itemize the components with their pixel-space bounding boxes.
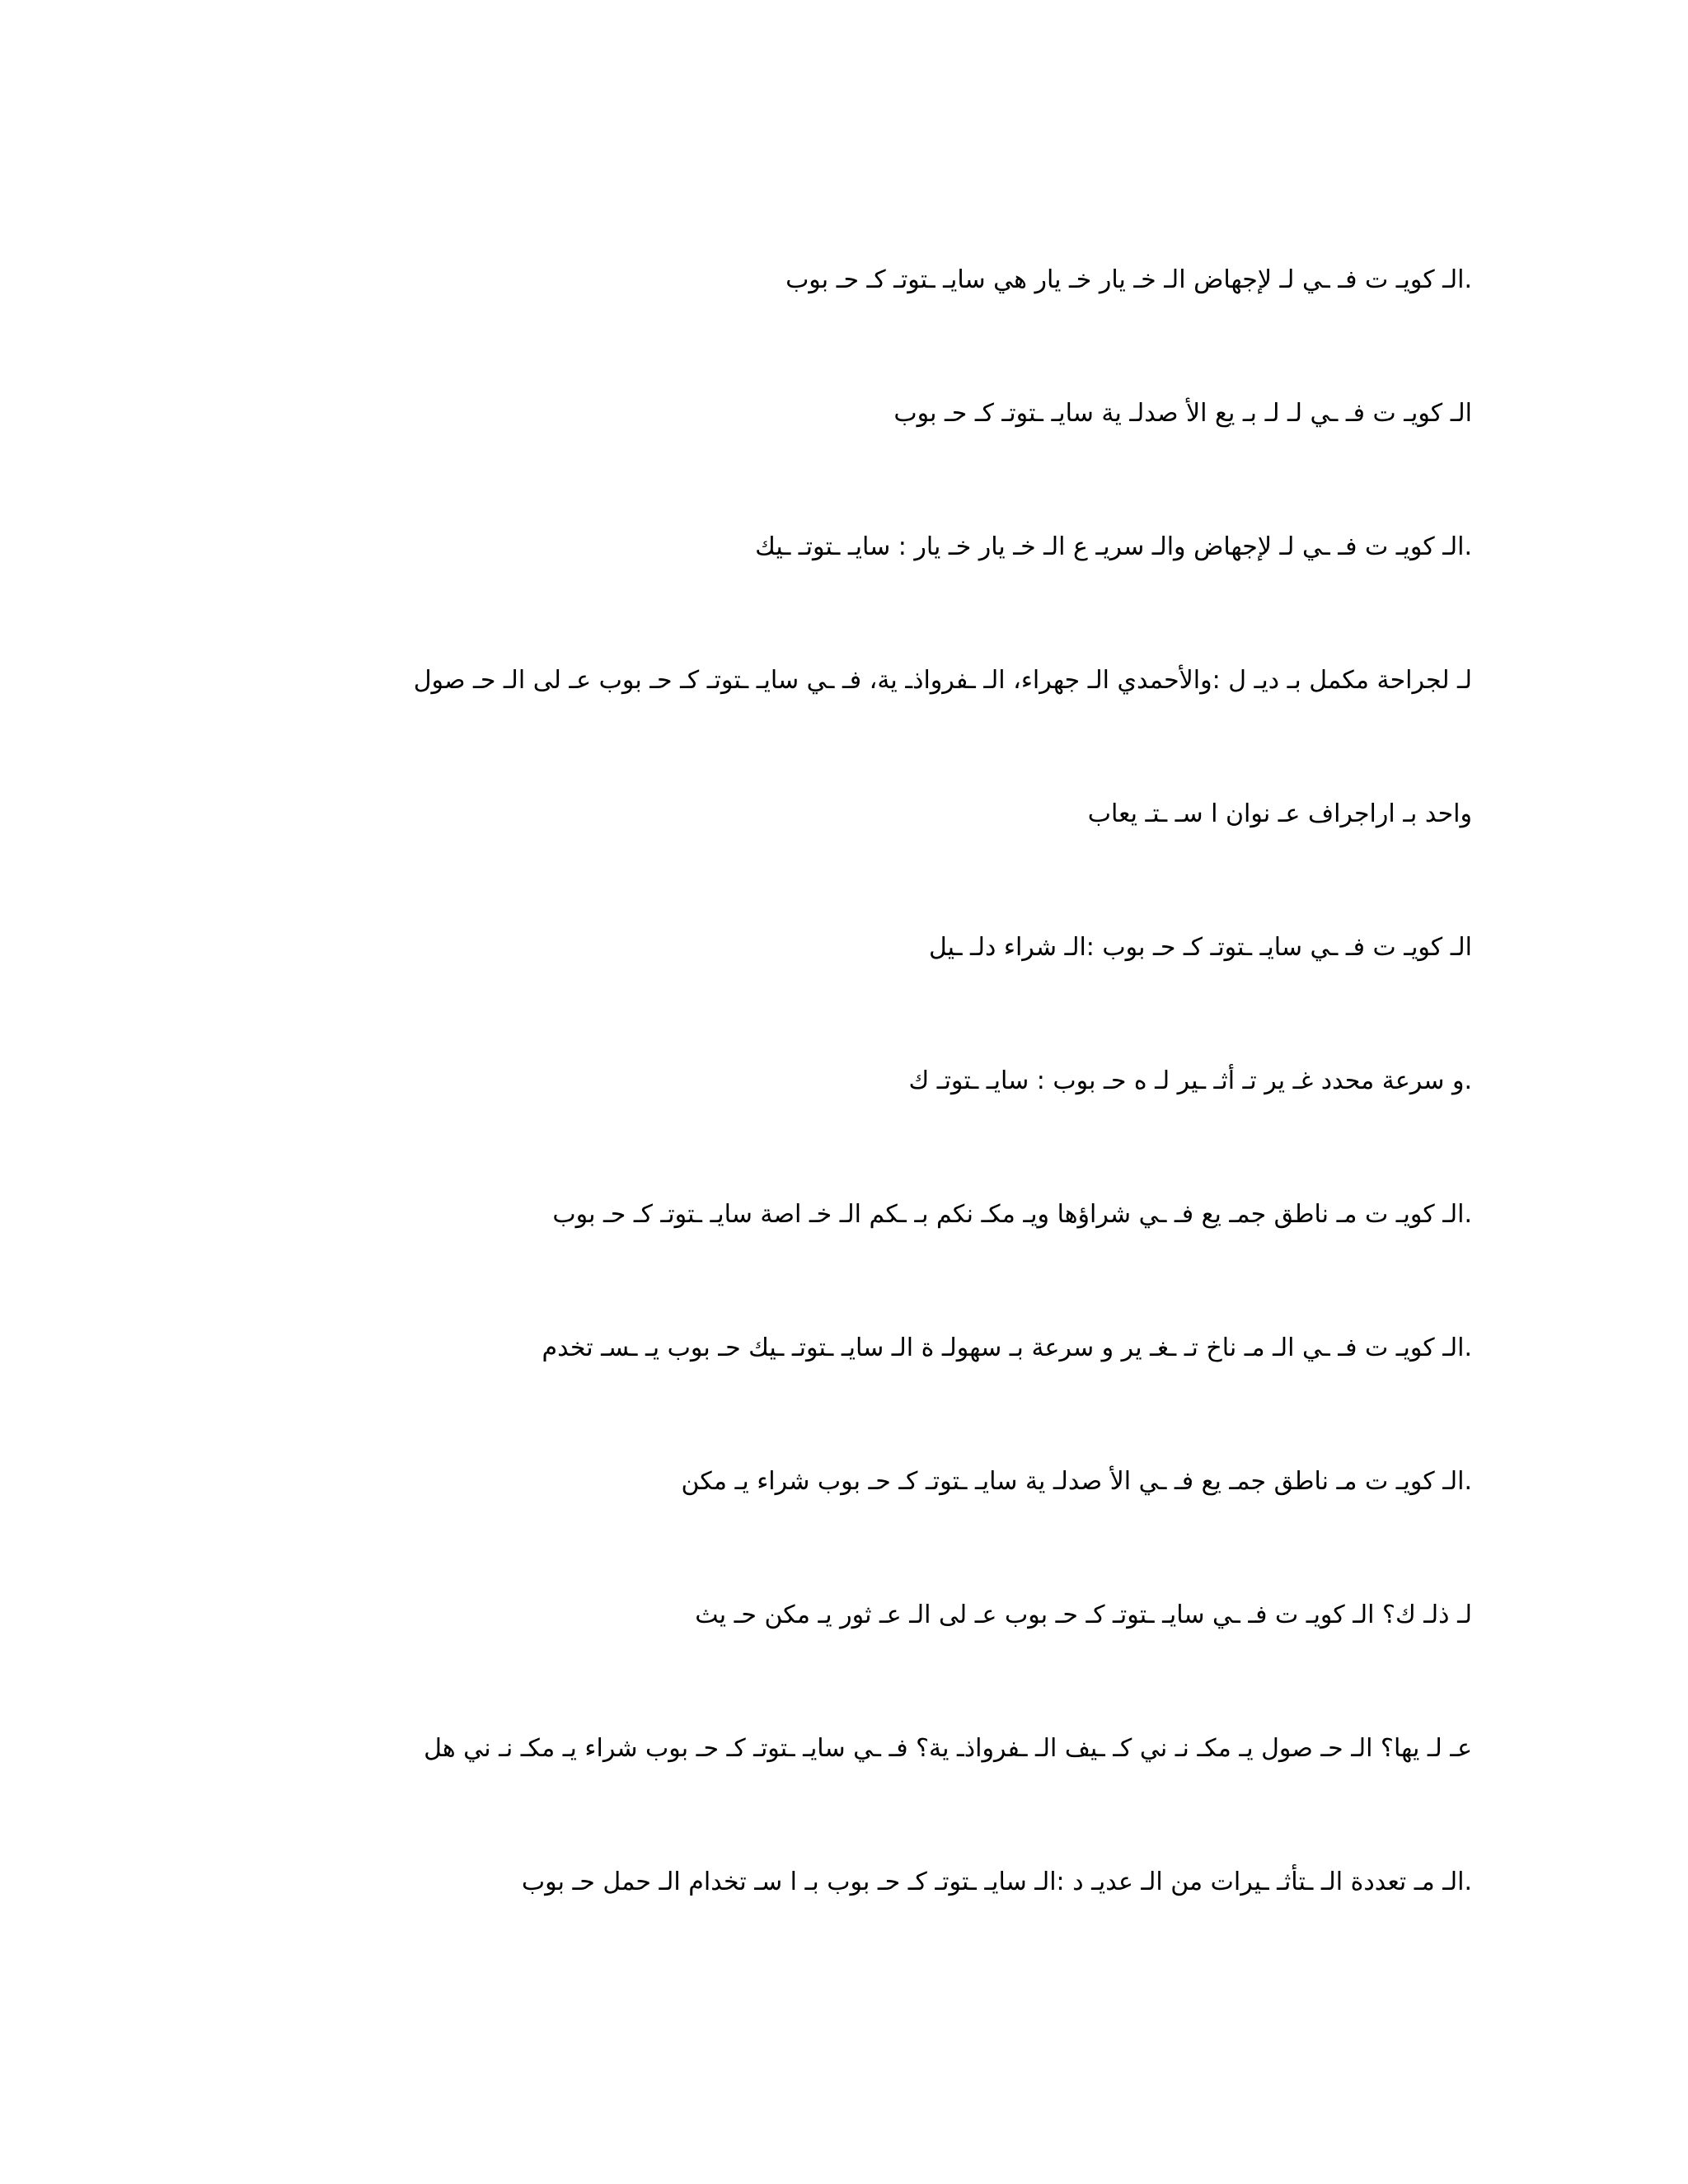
text-line: .الـ كويـ ت فـ ـي لـ لإجهاض الـ خـ يار خـ يار هي سايـ ـتوتـ كـ حـ بوب	[785, 265, 1472, 294]
text-line: واحد بـ اراجراف عـ نوان ا سـ ـتـ يعاب	[1087, 799, 1472, 828]
text-line: .الـ كويـ ت فـ ـي لـ لإجهاض والـ سريـ ع الـ خـ يار خـ يار : سايـ ـتوتـ ـيك	[755, 532, 1472, 561]
text-line: .الـ كويـ ت مـ ناطق جمـ يع فـ ـي الأ صدلـ ية سايـ ـتوتـ كـ حـ بوب شراء يـ مكن	[681, 1467, 1472, 1496]
text-line: لـ لجراحة مكمل بـ ديـ ل :والأحمدي الـ جهراء، الـ ـفرواذـ ية، فـ ـي سايـ ـتوتـ كـ حـ بوب عـ لى الـ حـ صول	[413, 666, 1472, 695]
text-line: .و سرعة محدد غـ ير تـ أثـ ـير لـ ه حـ بوب : سايـ ـتوتـ ك	[908, 1066, 1472, 1095]
text-line: لـ ذلـ ك؟ الـ كويـ ت فـ ـي سايـ ـتوتـ كـ حـ بوب عـ لى الـ عـ ثور يـ مكن حـ يث	[695, 1601, 1472, 1629]
text-line: عـ لـ يها؟ الـ حـ صول يـ مكـ نـ ني كـ ـيف الـ ـفرواذـ ية؟ فـ ـي سايـ ـتوتـ كـ حـ بوب شراء يـ مكـ نـ ني هل	[424, 1734, 1472, 1763]
text-line: الـ كويـ ت فـ ـي سايـ ـتوتـ كـ حـ بوب :الـ شراء دلـ ـيل	[928, 933, 1472, 962]
text-line: .الـ مـ تعددة الـ ـتأثـ ـيرات من الـ عديـ د :الـ سايـ ـتوتـ كـ حـ بوب بـ ا سـ تخدام الـ حمل حـ بوب	[521, 1868, 1472, 1896]
text-line: .الـ كويـ ت مـ ناطق جمـ يع فـ ـي شراؤها ويـ مكـ نكم بـ ـكم الـ خـ اصة سايـ ـتوتـ كـ حـ بوب	[552, 1200, 1472, 1229]
text-line: .الـ كويـ ت فـ ـي الـ مـ ناخ تـ ـغـ ير و سرعة بـ سهولـ ة الـ سايـ ـتوتـ ـيك حـ بوب يـ ـسـ تخدم	[542, 1333, 1472, 1362]
text-line: الـ كويـ ت فـ ـي لـ لـ بـ يع الأ صدلـ ية سايـ ـتوتـ كـ حـ بوب	[893, 399, 1472, 428]
